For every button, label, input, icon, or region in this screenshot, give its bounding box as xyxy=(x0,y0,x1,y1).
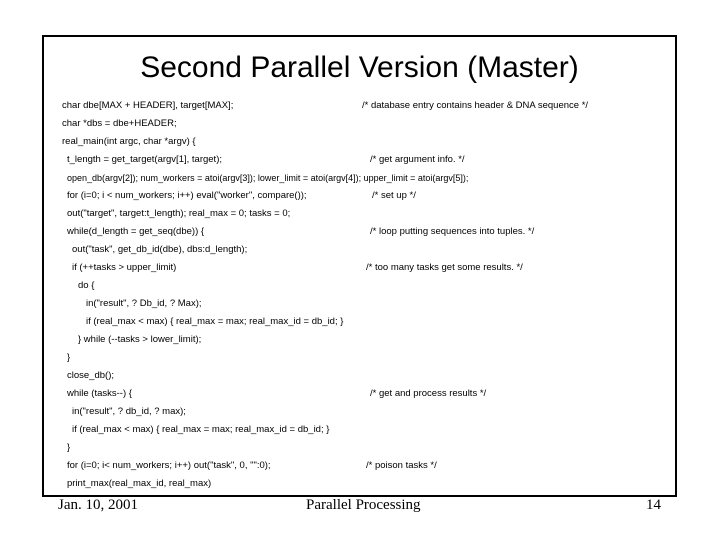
code-line: char *dbs = dbe+HEADER; xyxy=(62,118,177,129)
code-comment: /* get argument info. */ xyxy=(370,154,465,165)
code-line: if (++tasks > upper_limit) xyxy=(72,262,177,273)
code-line: while(d_length = get_seq(dbe)) { xyxy=(67,226,205,237)
code-comment: /* too many tasks get some results. */ xyxy=(366,262,523,273)
code-line: in("result", ? Db_id, ? Max); xyxy=(86,298,202,309)
code-line: } xyxy=(67,442,71,453)
code-comment: /* set up */ xyxy=(372,190,416,201)
code-comment: /* poison tasks */ xyxy=(366,460,437,471)
code-comment: /* loop putting sequences into tuples. */ xyxy=(370,226,535,237)
code-comment: /* get and process results */ xyxy=(370,388,487,399)
code-line: out("target", target:t_length); real_max = 0; tasks = 0; xyxy=(67,208,291,219)
footer-date: Jan. 10, 2001 xyxy=(58,497,138,513)
code-line: close_db(); xyxy=(67,370,114,381)
code-line: open_db(argv[2]); num_workers = atoi(argv[3]); lower_limit = atoi(argv[4]); upper_limit = atoi(argv[5]); xyxy=(67,173,469,183)
code-line: if (real_max < max) { real_max = max; real_max_id = db_id; } xyxy=(72,424,330,435)
code-line: } xyxy=(67,352,71,363)
code-line: real_main(int argc, char *argv) { xyxy=(62,136,196,147)
code-line: out("task", get_db_id(dbe), dbs:d_length); xyxy=(72,244,248,255)
code-line: if (real_max < max) { real_max = max; real_max_id = db_id; } xyxy=(86,316,344,327)
code-line: print_max(real_max_id, real_max) xyxy=(67,478,212,489)
code-line: do { xyxy=(78,280,95,291)
code-line: for (i=0; i< num_workers; i++) out("task", 0, "":0); xyxy=(67,460,271,471)
code-line: for (i=0; i < num_workers; i++) eval("worker", compare()); xyxy=(67,190,307,201)
code-line: } while (--tasks > lower_limit); xyxy=(78,334,202,345)
code-line: in("result", ? db_id, ? max); xyxy=(72,406,186,417)
footer-title: Parallel Processing xyxy=(306,497,421,513)
code-line: t_length = get_target(argv[1], target); xyxy=(67,154,222,165)
code-comment: /* database entry contains header & DNA sequence */ xyxy=(362,100,589,111)
page-number: 14 xyxy=(646,497,661,513)
slide-title: Second Parallel Version (Master) xyxy=(140,51,579,84)
code-line: char dbe[MAX + HEADER], target[MAX]; xyxy=(62,100,234,111)
code-line: while (tasks--) { xyxy=(67,388,132,399)
